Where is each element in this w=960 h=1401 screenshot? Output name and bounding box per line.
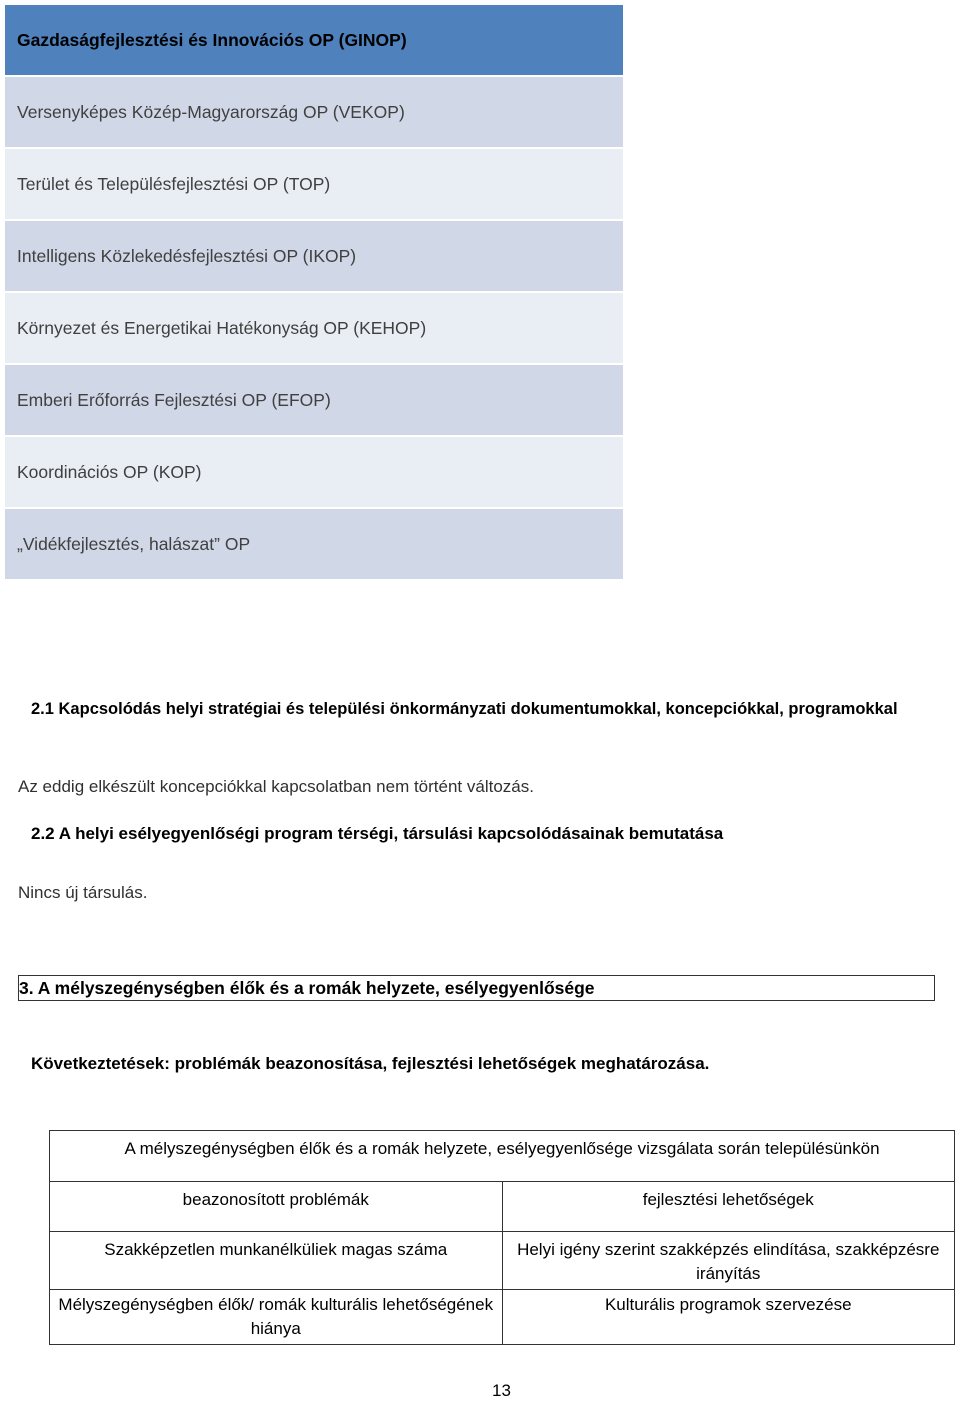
problem-cell: Szakképzetlen munkanélküliek magas száma	[50, 1232, 503, 1290]
op-list-item: Emberi Erőforrás Fejlesztési OP (EFOP)	[5, 365, 623, 435]
table-caption: A mélyszegénységben élők és a romák helyzete, esélyegyenlősége vizsgálata során településünkön	[50, 1131, 955, 1182]
operational-programmes-list	[5, 5, 623, 581]
op-list-item: Koordinációs OP (KOP)	[5, 437, 623, 507]
op-list-header: Gazdaságfejlesztési és Innovációs OP (GINOP)	[5, 5, 623, 75]
section-2-2-body: Nincs új társulás.	[18, 883, 148, 902]
page-number: 13	[492, 1381, 511, 1400]
op-list-item: Intelligens Közlekedésfejlesztési OP (IKOP)	[5, 221, 623, 291]
section-2-2-heading: 2.2 A helyi esélyegyenlőségi program térségi, társulási kapcsolódásainak bemutatása	[31, 824, 724, 843]
opportunity-cell: Helyi igény szerint szakképzés elindítása, szakképzésre irányítás	[502, 1232, 955, 1290]
opportunity-cell: Kulturális programok szervezése	[502, 1290, 955, 1345]
column-header-problems: beazonosított problémák	[50, 1182, 503, 1232]
column-header-opportunities: fejlesztési lehetőségek	[502, 1182, 955, 1232]
section-2-1-heading: 2.1 Kapcsolódás helyi stratégiai és települési önkormányzati dokumentumokkal, koncepciókkal, programokkal	[31, 700, 898, 718]
problem-cell: Mélyszegénységben élők/ romák kulturális lehetőségének hiánya	[50, 1290, 503, 1345]
op-list-item: Terület és Településfejlesztési OP (TOP)	[5, 149, 623, 219]
op-list-item: Környezet és Energetikai Hatékonyság OP (KEHOP)	[5, 293, 623, 363]
op-list-item: „Vidékfejlesztés, halászat” OP	[5, 509, 623, 579]
problems-opportunities-table	[49, 1130, 955, 1345]
section-3-heading: 3. A mélyszegénységben élők és a romák helyzete, esélyegyenlősége	[18, 975, 935, 1001]
table-row	[50, 1232, 955, 1290]
conclusion-heading: Következtetések: problémák beazonosítása, fejlesztési lehetőségek meghatározása.	[31, 1054, 710, 1073]
table-row	[50, 1290, 955, 1345]
section-2-1-body: Az eddig elkészült koncepciókkal kapcsolatban nem történt változás.	[18, 777, 534, 796]
op-list-item: Versenyképes Közép-Magyarország OP (VEKOP)	[5, 77, 623, 147]
